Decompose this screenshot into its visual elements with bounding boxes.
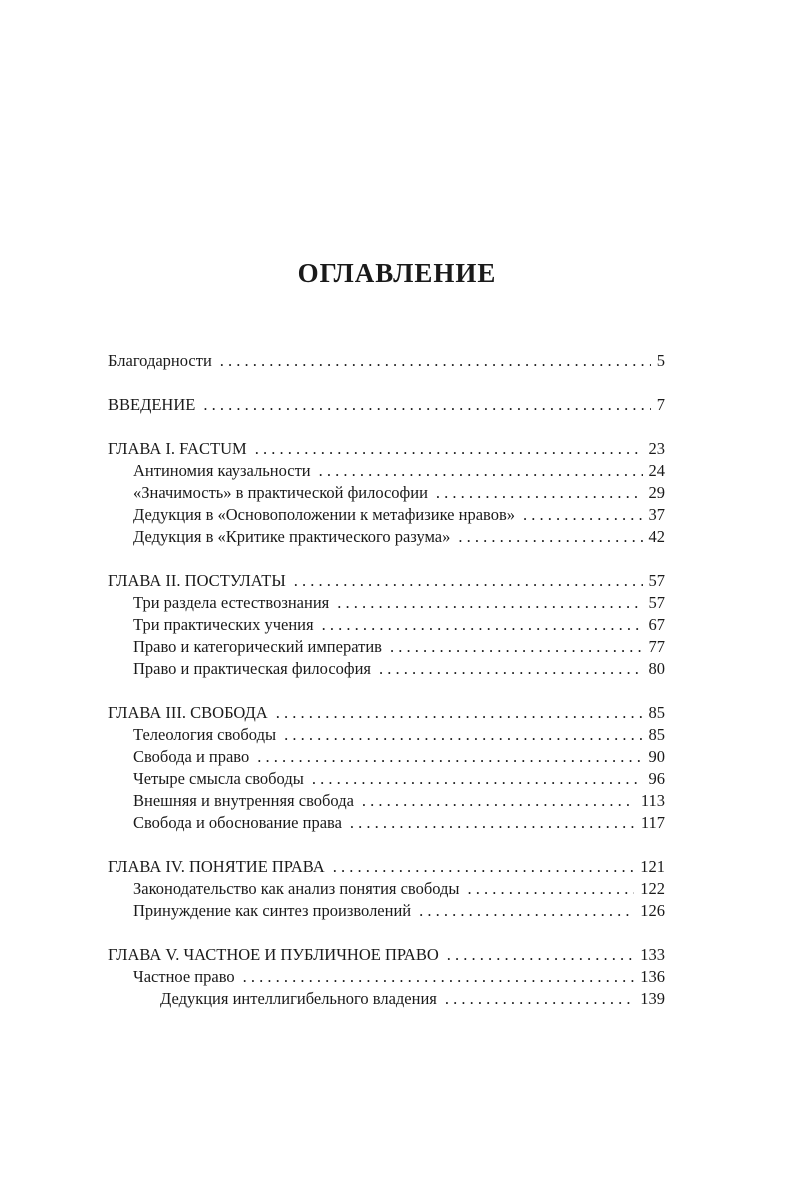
toc-entry-label: Благодарности	[108, 351, 212, 370]
toc-entry-label: Дедукция в «Критике практического разума»	[133, 527, 451, 546]
dot-leader	[220, 350, 651, 372]
toc-page-number: 139	[640, 989, 665, 1008]
dot-leader	[468, 878, 635, 900]
toc-section	[108, 702, 665, 834]
toc-entry-label: Внешняя и внутренняя свобода	[133, 791, 354, 810]
toc-page-number: 7	[656, 395, 665, 414]
toc-page-number: 121	[640, 857, 665, 876]
toc-page-number: 42	[648, 527, 665, 546]
dot-leader	[458, 526, 642, 548]
dot-leader	[350, 812, 635, 834]
toc-chapter-entry[interactable]	[108, 570, 665, 592]
toc-subentry[interactable]	[108, 636, 665, 658]
toc-subentry[interactable]	[108, 482, 665, 504]
dot-leader	[243, 966, 635, 988]
toc-entry-label: Законодательство как анализ понятия свободы	[133, 879, 460, 898]
toc-subentry[interactable]	[108, 526, 665, 548]
toc-subentry[interactable]	[108, 592, 665, 614]
toc-page-number: 126	[640, 901, 665, 920]
toc-entry-label: Антиномия каузальности	[133, 461, 311, 480]
toc-subentry[interactable]	[108, 504, 665, 526]
toc-entry-label: Принуждение как синтез произволений	[133, 901, 412, 920]
toc-chapter-entry[interactable]	[108, 394, 665, 416]
toc-entry-label: ВВЕДЕНИЕ	[108, 395, 196, 414]
dot-leader	[284, 724, 642, 746]
toc-page-number: 85	[648, 703, 665, 722]
toc-page-number: 85	[648, 725, 665, 744]
toc-page-number: 57	[648, 571, 665, 590]
dot-leader	[294, 570, 643, 592]
toc-section	[108, 944, 665, 1010]
dot-leader	[523, 504, 642, 526]
toc-entry-label: Право и практическая философия	[133, 659, 372, 678]
toc-entry-label: ГЛАВА II. ПОСТУЛАТЫ	[108, 571, 286, 590]
toc-page-number: 23	[648, 439, 665, 458]
dot-leader	[276, 702, 643, 724]
toc-section	[108, 570, 665, 680]
toc-page-number: 122	[640, 879, 665, 898]
dot-leader	[390, 636, 643, 658]
toc-page-number: 133	[640, 945, 665, 964]
dot-leader	[203, 394, 650, 416]
toc-chapter-entry[interactable]	[108, 944, 665, 966]
toc-page-number: 136	[640, 967, 665, 986]
toc-page-number: 67	[648, 615, 665, 634]
toc-entry-label: ГЛАВА V. ЧАСТНОЕ И ПУБЛИЧНОЕ ПРАВО	[108, 945, 439, 964]
toc-entry-label: Дедукция в «Основоположении к метафизике нравов»	[133, 505, 516, 524]
table-of-contents	[108, 350, 665, 1032]
dot-leader	[436, 482, 643, 504]
toc-subentry[interactable]	[108, 988, 665, 1010]
toc-entry-label: Три практических учения	[133, 615, 314, 634]
dot-leader	[255, 438, 643, 460]
toc-subentry[interactable]	[108, 614, 665, 636]
dot-leader	[312, 768, 643, 790]
toc-subentry[interactable]	[108, 790, 665, 812]
toc-page-number: 77	[648, 637, 665, 656]
toc-entry-label: Право и категорический императив	[133, 637, 382, 656]
toc-chapter-entry[interactable]	[108, 438, 665, 460]
toc-chapter-entry[interactable]	[108, 702, 665, 724]
toc-subentry[interactable]	[108, 878, 665, 900]
toc-section	[108, 856, 665, 922]
toc-page-number: 57	[648, 593, 665, 612]
toc-entry-label: ГЛАВА IV. ПОНЯТИЕ ПРАВА	[108, 857, 325, 876]
toc-entry-label: ГЛАВА III. СВОБОДА	[108, 703, 268, 722]
dot-leader	[447, 944, 634, 966]
toc-section	[108, 350, 665, 372]
toc-page-number: 113	[640, 791, 665, 810]
toc-page-number: 24	[648, 461, 665, 480]
toc-page-number: 80	[648, 659, 665, 678]
toc-entry-label: Дедукция интеллигибельного владения	[160, 989, 437, 1008]
dot-leader	[445, 988, 634, 1010]
toc-page-number: 29	[648, 483, 665, 502]
dot-leader	[362, 790, 635, 812]
toc-subentry[interactable]	[108, 658, 665, 680]
toc-entry-label: Частное право	[133, 967, 235, 986]
toc-entry-label: Свобода и право	[133, 747, 250, 766]
toc-subentry[interactable]	[108, 900, 665, 922]
dot-leader	[322, 614, 643, 636]
toc-subentry[interactable]	[108, 966, 665, 988]
toc-subentry[interactable]	[108, 746, 665, 768]
toc-page-number: 117	[640, 813, 665, 832]
dot-leader	[337, 592, 642, 614]
toc-subentry[interactable]	[108, 460, 665, 482]
dot-leader	[333, 856, 635, 878]
toc-page-number: 5	[656, 351, 665, 370]
dot-leader	[257, 746, 642, 768]
toc-entry-label: «Значимость» в практической философии	[133, 483, 428, 502]
dot-leader	[319, 460, 643, 482]
toc-page-number: 90	[648, 747, 665, 766]
toc-entry-label: Свобода и обоснование права	[133, 813, 342, 832]
toc-subentry[interactable]	[108, 768, 665, 790]
page-title: ОГЛАВЛЕНИЕ	[297, 258, 497, 288]
toc-chapter-entry[interactable]	[108, 350, 665, 372]
toc-section	[108, 438, 665, 548]
toc-entry-label: Три раздела естествознания	[133, 593, 330, 612]
toc-subentry[interactable]	[108, 724, 665, 746]
toc-page-number: 37	[648, 505, 665, 524]
toc-page-number: 96	[648, 769, 665, 788]
toc-entry-label: Четыре смысла свободы	[133, 769, 304, 788]
toc-section	[108, 394, 665, 416]
toc-entry-label: ГЛАВА I. FACTUM	[108, 439, 247, 458]
toc-entry-label: Телеология свободы	[133, 725, 277, 744]
dot-leader	[419, 900, 634, 922]
toc-chapter-entry[interactable]	[108, 856, 665, 878]
dot-leader	[379, 658, 642, 680]
toc-subentry[interactable]	[108, 812, 665, 834]
